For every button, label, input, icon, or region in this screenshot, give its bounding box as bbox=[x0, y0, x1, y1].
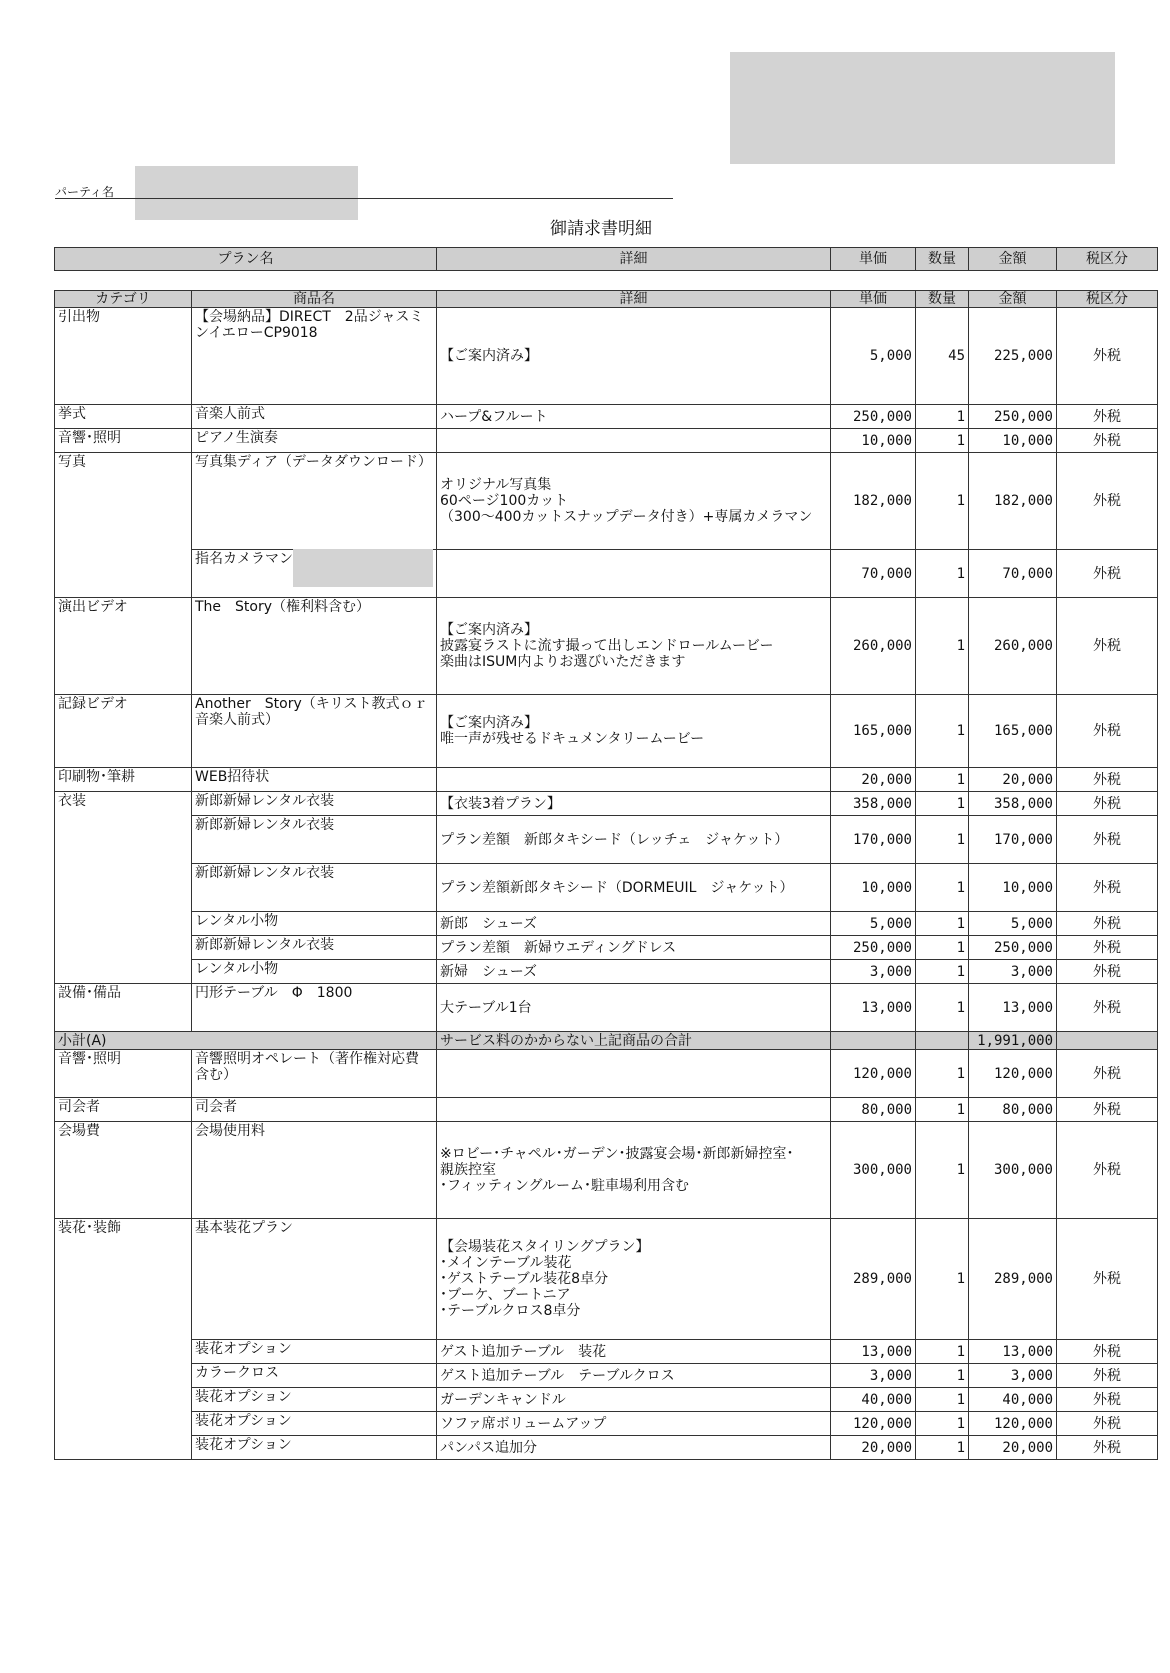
row-amount: 13,000 bbox=[969, 1340, 1057, 1364]
row-detail: プラン差額新郎タキシード（DORMEUIL ジャケット） bbox=[437, 864, 831, 912]
row-amount: 358,000 bbox=[969, 792, 1057, 816]
row-detail bbox=[437, 550, 831, 598]
row-qty: 1 bbox=[916, 936, 969, 960]
plan-header-tax: 税区分 bbox=[1057, 248, 1158, 271]
row-price: 170,000 bbox=[831, 816, 916, 864]
row-category: 演出ビデオ bbox=[55, 598, 192, 695]
party-name-label: パーティ名 bbox=[55, 185, 115, 199]
row-price: 3,000 bbox=[831, 1364, 916, 1388]
row-detail: ゲスト追加テーブル テーブルクロス bbox=[437, 1364, 831, 1388]
row-detail: ゲスト追加テーブル 装花 bbox=[437, 1340, 831, 1364]
row-detail: パンパス追加分 bbox=[437, 1436, 831, 1460]
subtotal-tax-empty bbox=[1057, 1032, 1158, 1050]
table-row bbox=[55, 308, 1158, 405]
row-item-name: ピアノ生演奏 bbox=[192, 429, 437, 453]
row-tax: 外税 bbox=[1057, 768, 1158, 792]
header-tax: 税区分 bbox=[1057, 291, 1158, 308]
row-tax: 外税 bbox=[1057, 405, 1158, 429]
row-detail: 【ご案内済み】 披露宴ラストに流す撮って出しエンドロールムービー 楽曲はISUM内よりお選びいただきます bbox=[437, 598, 831, 695]
header-item-name: 商品名 bbox=[192, 291, 437, 308]
row-tax: 外税 bbox=[1057, 429, 1158, 453]
row-price: 20,000 bbox=[831, 768, 916, 792]
row-amount: 20,000 bbox=[969, 768, 1057, 792]
table-row bbox=[55, 768, 1158, 792]
row-qty: 1 bbox=[916, 1436, 969, 1460]
row-amount: 40,000 bbox=[969, 1388, 1057, 1412]
row-price: 3,000 bbox=[831, 960, 916, 984]
row-tax: 外税 bbox=[1057, 1122, 1158, 1219]
row-category: 挙式 bbox=[55, 405, 192, 429]
row-qty: 1 bbox=[916, 792, 969, 816]
row-amount: 3,000 bbox=[969, 960, 1057, 984]
row-amount: 182,000 bbox=[969, 453, 1057, 550]
redacted-party-name bbox=[135, 166, 358, 220]
subtotal-label: 小計(A) bbox=[55, 1032, 437, 1050]
row-detail bbox=[437, 768, 831, 792]
row-detail: 【衣装3着プラン】 bbox=[437, 792, 831, 816]
row-price: 289,000 bbox=[831, 1219, 916, 1340]
row-tax: 外税 bbox=[1057, 1388, 1158, 1412]
row-qty: 1 bbox=[916, 960, 969, 984]
row-amount: 170,000 bbox=[969, 816, 1057, 864]
row-price: 182,000 bbox=[831, 453, 916, 550]
header-price: 単価 bbox=[831, 291, 916, 308]
table-row bbox=[55, 864, 1158, 912]
header-qty: 数量 bbox=[916, 291, 969, 308]
row-amount: 10,000 bbox=[969, 864, 1057, 912]
row-price: 40,000 bbox=[831, 1388, 916, 1412]
row-item-name: 円形テーブル Φ 1800 bbox=[192, 984, 437, 1032]
plan-header-qty: 数量 bbox=[916, 248, 969, 271]
row-detail: ※ロビー･チャペル･ガーデン･披露宴会場･新郎新婦控室･ 親族控室 ･フィッティングルーム･駐車場利用含む bbox=[437, 1122, 831, 1219]
row-qty: 1 bbox=[916, 1388, 969, 1412]
row-price: 80,000 bbox=[831, 1098, 916, 1122]
table-row bbox=[55, 1364, 1158, 1388]
row-category: 司会者 bbox=[55, 1098, 192, 1122]
row-item-name: 装花オプション bbox=[192, 1340, 437, 1364]
row-detail bbox=[437, 1098, 831, 1122]
table-row bbox=[55, 598, 1158, 695]
row-qty: 1 bbox=[916, 1412, 969, 1436]
subtotal-qty-empty bbox=[916, 1032, 969, 1050]
subtotal-price-empty bbox=[831, 1032, 916, 1050]
row-tax: 外税 bbox=[1057, 1412, 1158, 1436]
row-qty: 45 bbox=[916, 308, 969, 405]
row-price: 13,000 bbox=[831, 1340, 916, 1364]
row-item-name: 装花オプション bbox=[192, 1412, 437, 1436]
row-item-name: 音響照明オペレート（著作権対応費 含む） bbox=[192, 1050, 437, 1098]
row-qty: 1 bbox=[916, 912, 969, 936]
row-detail: 【会場装花スタイリングプラン】 ･メインテーブル装花 ･ゲストテーブル装花8卓分 ･ブーケ、ブートニア ･テーブルクロス8卓分 bbox=[437, 1219, 831, 1340]
row-tax: 外税 bbox=[1057, 936, 1158, 960]
row-item-name: 会場使用料 bbox=[192, 1122, 437, 1219]
table-row bbox=[55, 1340, 1158, 1364]
row-qty: 1 bbox=[916, 453, 969, 550]
row-price: 5,000 bbox=[831, 912, 916, 936]
header-amount: 金額 bbox=[969, 291, 1057, 308]
row-qty: 1 bbox=[916, 984, 969, 1032]
row-item-name: Another Story（キリスト教式ｏｒ 音楽人前式） bbox=[192, 695, 437, 768]
table-row bbox=[55, 960, 1158, 984]
row-item-name bbox=[192, 550, 437, 598]
row-price: 165,000 bbox=[831, 695, 916, 768]
row-amount: 20,000 bbox=[969, 1436, 1057, 1460]
row-price: 120,000 bbox=[831, 1412, 916, 1436]
row-category: 音響･照明 bbox=[55, 1050, 192, 1098]
row-price: 10,000 bbox=[831, 864, 916, 912]
table-row bbox=[55, 1098, 1158, 1122]
redacted-block bbox=[730, 52, 1115, 164]
row-detail: 新婦 シューズ bbox=[437, 960, 831, 984]
row-amount: 250,000 bbox=[969, 405, 1057, 429]
row-price: 5,000 bbox=[831, 308, 916, 405]
row-qty: 1 bbox=[916, 1219, 969, 1340]
row-amount: 289,000 bbox=[969, 1219, 1057, 1340]
table-row bbox=[55, 1219, 1158, 1340]
subtotal-amount: 1,991,000 bbox=[969, 1032, 1057, 1050]
row-category: 音響･照明 bbox=[55, 429, 192, 453]
row-tax: 外税 bbox=[1057, 695, 1158, 768]
row-qty: 1 bbox=[916, 1340, 969, 1364]
row-item-name: 写真集ディア（データダウンロード） bbox=[192, 453, 437, 550]
row-qty: 1 bbox=[916, 864, 969, 912]
row-qty: 1 bbox=[916, 816, 969, 864]
plan-header-detail: 詳細 bbox=[437, 248, 831, 271]
table-row bbox=[55, 816, 1158, 864]
subtotal-row bbox=[55, 1032, 1158, 1050]
row-price: 10,000 bbox=[831, 429, 916, 453]
row-category: 会場費 bbox=[55, 1122, 192, 1219]
row-tax: 外税 bbox=[1057, 984, 1158, 1032]
party-name-underline bbox=[55, 198, 673, 199]
header-category: カテゴリ bbox=[55, 291, 192, 308]
row-qty: 1 bbox=[916, 1050, 969, 1098]
plan-header-name: プラン名 bbox=[55, 248, 437, 271]
row-qty: 1 bbox=[916, 405, 969, 429]
row-amount: 120,000 bbox=[969, 1050, 1057, 1098]
header-detail: 詳細 bbox=[437, 291, 831, 308]
table-row bbox=[55, 912, 1158, 936]
row-category: 引出物 bbox=[55, 308, 192, 405]
row-tax: 外税 bbox=[1057, 1098, 1158, 1122]
row-tax: 外税 bbox=[1057, 550, 1158, 598]
row-detail: ガーデンキャンドル bbox=[437, 1388, 831, 1412]
row-amount: 13,000 bbox=[969, 984, 1057, 1032]
table-row bbox=[55, 936, 1158, 960]
row-price: 250,000 bbox=[831, 405, 916, 429]
row-item-name: 装花オプション bbox=[192, 1436, 437, 1460]
row-item-name: 新郎新婦レンタル衣装 bbox=[192, 936, 437, 960]
row-amount: 250,000 bbox=[969, 936, 1057, 960]
row-item-name: 【会場納品】DIRECT 2品ジャスミ ンイエローCP9018 bbox=[192, 308, 437, 405]
row-tax: 外税 bbox=[1057, 1436, 1158, 1460]
row-category: 設備･備品 bbox=[55, 984, 192, 1032]
row-amount: 165,000 bbox=[969, 695, 1057, 768]
row-price: 300,000 bbox=[831, 1122, 916, 1219]
table-row bbox=[55, 550, 1158, 598]
row-item-name: レンタル小物 bbox=[192, 960, 437, 984]
table-row bbox=[55, 429, 1158, 453]
row-item-name: 司会者 bbox=[192, 1098, 437, 1122]
row-amount: 3,000 bbox=[969, 1364, 1057, 1388]
row-qty: 1 bbox=[916, 1364, 969, 1388]
row-item-name-text: 指名カメラマン bbox=[195, 551, 293, 567]
row-detail: 新郎 シューズ bbox=[437, 912, 831, 936]
row-qty: 1 bbox=[916, 1122, 969, 1219]
row-detail: 大テーブル1台 bbox=[437, 984, 831, 1032]
row-price: 358,000 bbox=[831, 792, 916, 816]
row-qty: 1 bbox=[916, 598, 969, 695]
table-row bbox=[55, 1122, 1158, 1219]
table-row bbox=[55, 1050, 1158, 1098]
row-amount: 120,000 bbox=[969, 1412, 1057, 1436]
row-item-name: The Story（権利料含む） bbox=[192, 598, 437, 695]
row-amount: 5,000 bbox=[969, 912, 1057, 936]
page-title: 御請求書明細 bbox=[550, 219, 652, 239]
table-row bbox=[55, 984, 1158, 1032]
plan-header-amount: 金額 bbox=[969, 248, 1057, 271]
table-row bbox=[55, 453, 1158, 550]
table-row bbox=[55, 1388, 1158, 1412]
row-detail: ソファ席ボリュームアップ bbox=[437, 1412, 831, 1436]
row-detail: オリジナル写真集 60ページ100カット （300～400カットスナップデータ付き）+専属カメラマン bbox=[437, 453, 831, 550]
row-detail bbox=[437, 1050, 831, 1098]
row-tax: 外税 bbox=[1057, 1364, 1158, 1388]
row-detail: ハープ&フルート bbox=[437, 405, 831, 429]
row-amount: 260,000 bbox=[969, 598, 1057, 695]
row-item-name: 新郎新婦レンタル衣装 bbox=[192, 816, 437, 864]
row-amount: 225,000 bbox=[969, 308, 1057, 405]
row-item-name: レンタル小物 bbox=[192, 912, 437, 936]
row-tax: 外税 bbox=[1057, 308, 1158, 405]
row-category: 装花･装飾 bbox=[55, 1219, 192, 1460]
table-row bbox=[55, 1412, 1158, 1436]
row-tax: 外税 bbox=[1057, 912, 1158, 936]
row-item-name: 基本装花プラン bbox=[192, 1219, 437, 1340]
row-category: 写真 bbox=[55, 453, 192, 598]
row-price: 20,000 bbox=[831, 1436, 916, 1460]
row-price: 120,000 bbox=[831, 1050, 916, 1098]
row-item-name: WEB招待状 bbox=[192, 768, 437, 792]
row-tax: 外税 bbox=[1057, 816, 1158, 864]
row-price: 250,000 bbox=[831, 936, 916, 960]
row-qty: 1 bbox=[916, 695, 969, 768]
row-qty: 1 bbox=[916, 550, 969, 598]
row-detail: 【ご案内済み】 bbox=[437, 308, 831, 405]
row-amount: 70,000 bbox=[969, 550, 1057, 598]
plan-table bbox=[54, 247, 1158, 271]
table-row bbox=[55, 405, 1158, 429]
row-amount: 300,000 bbox=[969, 1122, 1057, 1219]
row-category: 印刷物･筆耕 bbox=[55, 768, 192, 792]
row-price: 13,000 bbox=[831, 984, 916, 1032]
row-tax: 外税 bbox=[1057, 960, 1158, 984]
row-item-name: 音楽人前式 bbox=[192, 405, 437, 429]
row-detail bbox=[437, 429, 831, 453]
row-detail: 【ご案内済み】 唯一声が残せるドキュメンタリームービー bbox=[437, 695, 831, 768]
row-tax: 外税 bbox=[1057, 792, 1158, 816]
row-price: 260,000 bbox=[831, 598, 916, 695]
row-qty: 1 bbox=[916, 1098, 969, 1122]
plan-header-price: 単価 bbox=[831, 248, 916, 271]
row-tax: 外税 bbox=[1057, 598, 1158, 695]
row-item-name: 装花オプション bbox=[192, 1388, 437, 1412]
row-qty: 1 bbox=[916, 429, 969, 453]
row-category: 記録ビデオ bbox=[55, 695, 192, 768]
row-item-name: 新郎新婦レンタル衣装 bbox=[192, 792, 437, 816]
row-item-name: カラークロス bbox=[192, 1364, 437, 1388]
row-tax: 外税 bbox=[1057, 864, 1158, 912]
subtotal-detail: サービス料のかからない上記商品の合計 bbox=[437, 1032, 831, 1050]
row-amount: 10,000 bbox=[969, 429, 1057, 453]
row-detail: プラン差額 新郎タキシード（レッチェ ジャケット） bbox=[437, 816, 831, 864]
row-detail: プラン差額 新婦ウエディングドレス bbox=[437, 936, 831, 960]
table-row bbox=[55, 1436, 1158, 1460]
row-price: 70,000 bbox=[831, 550, 916, 598]
row-category: 衣装 bbox=[55, 792, 192, 984]
row-tax: 外税 bbox=[1057, 1340, 1158, 1364]
row-qty: 1 bbox=[916, 768, 969, 792]
redacted-photographer-name bbox=[293, 549, 433, 587]
row-tax: 外税 bbox=[1057, 453, 1158, 550]
row-tax: 外税 bbox=[1057, 1219, 1158, 1340]
row-item-name: 新郎新婦レンタル衣装 bbox=[192, 864, 437, 912]
row-tax: 外税 bbox=[1057, 1050, 1158, 1098]
detail-table bbox=[54, 290, 1158, 1460]
table-row bbox=[55, 792, 1158, 816]
table-row bbox=[55, 695, 1158, 768]
row-amount: 80,000 bbox=[969, 1098, 1057, 1122]
